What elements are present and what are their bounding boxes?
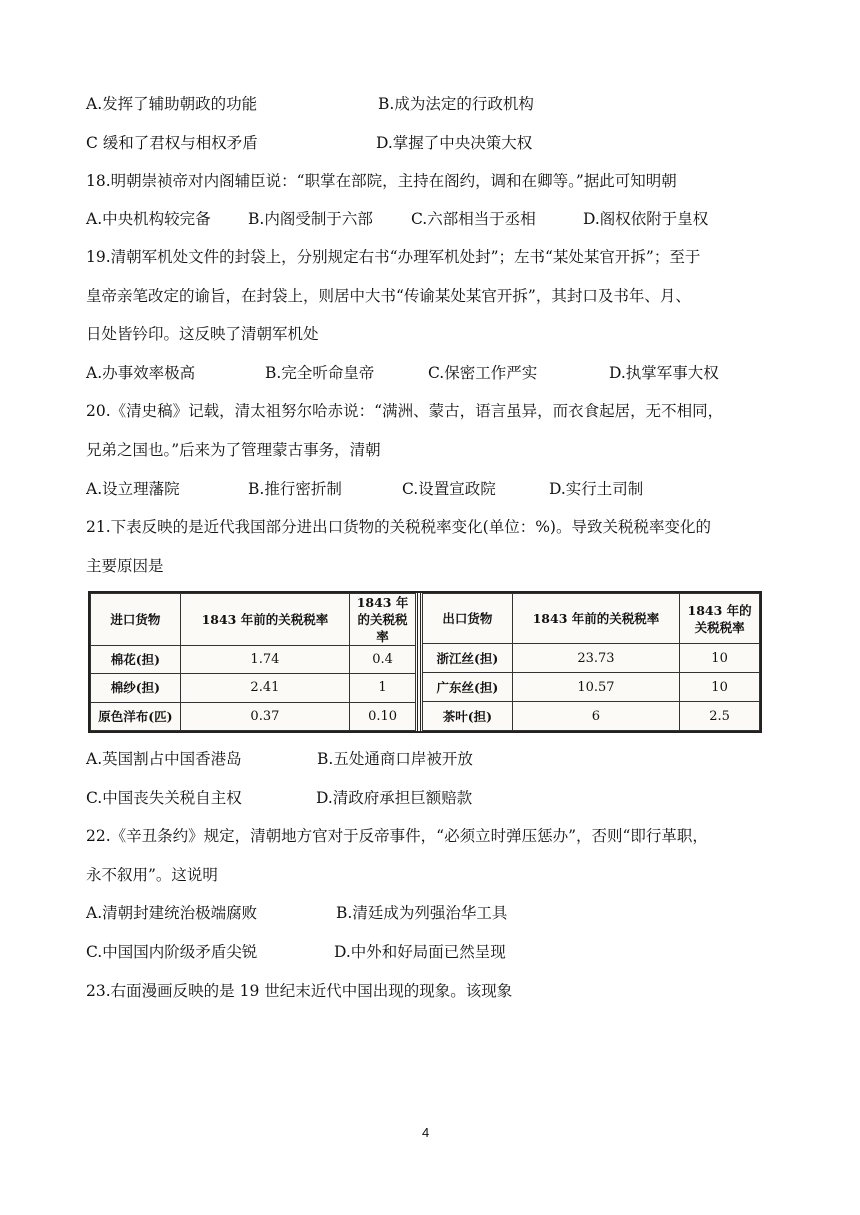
- q18-option-c: C.六部相当于丞相: [411, 210, 536, 228]
- export-header-1843: 1843 年的关税税率: [680, 594, 760, 644]
- export-header-before-1843: 1843 年前的关税税率: [512, 594, 679, 644]
- q19-stem-line-2: 皇帝亲笔改定的谕旨，在封袋上，则居中大书“传谕某处某官开拆”，其封口及书年、月、: [86, 287, 691, 305]
- q21-stem-line-1: 21.下表反映的是近代我国部分进出口货物的关税税率变化(单位：%)。导致关税税率变化的: [86, 518, 711, 536]
- import-rate-1843-cell: 0.4: [350, 646, 416, 674]
- import-goods-cell: 原色洋布(匹): [91, 702, 181, 730]
- q20-option-a: A.设立理藩院: [86, 480, 180, 498]
- export-rate-1843-cell: 10: [680, 673, 760, 702]
- import-header-row: [91, 594, 416, 646]
- q22-option-a: A.清朝封建统治极端腐败: [86, 904, 258, 922]
- q21-option-d: D.清政府承担巨额赔款: [316, 789, 473, 807]
- export-rate-before-cell: 10.57: [512, 673, 679, 702]
- import-rate-before-cell: 2.41: [180, 674, 349, 702]
- import-rate-before-cell: 1.74: [180, 646, 349, 674]
- q20-stem-line-1: 20.《清史稿》记载，清太祖努尔哈赤说：“满洲、蒙古，语言虽异，而衣食起居，无不相同，: [86, 402, 724, 420]
- table-row: [423, 702, 760, 731]
- q18-stem: 18.明朝崇祯帝对内阁辅臣说：“职掌在部院，主持在阁约，调和在卿等。”据此可知明朝: [86, 172, 677, 190]
- table-row: [91, 674, 416, 702]
- page-number: 4: [422, 1125, 430, 1140]
- q19-option-a: A.办事效率极高: [86, 364, 196, 382]
- import-rate-1843-cell: 1: [350, 674, 416, 702]
- q19-stem-line-1: 19.清朝军机处文件的封袋上，分别规定右书“办理军机处封”；左书“某处某官开拆”；至于: [86, 248, 701, 266]
- import-rate-1843-cell: 0.10: [350, 702, 416, 730]
- import-rate-before-cell: 0.37: [180, 702, 349, 730]
- export-rate-1843-cell: 2.5: [680, 702, 760, 731]
- export-goods-cell: 广东丝(担): [423, 673, 513, 702]
- import-table: [90, 593, 416, 731]
- q19-stem-line-3: 日处皆钤印。这反映了清朝军机处: [86, 325, 319, 343]
- import-goods-cell: 棉花(担): [91, 646, 181, 674]
- q19-option-d: D.执掌军事大权: [609, 364, 719, 382]
- q18-option-a: A.中央机构较完备: [86, 210, 211, 228]
- table-row: [423, 673, 760, 702]
- q20-stem-line-2: 兄弟之国也。”后来为了管理蒙古事务，清朝: [86, 441, 381, 459]
- q18-option-b: B.内阁受制于六部: [248, 210, 373, 228]
- q20-option-d: D.实行土司制: [549, 480, 644, 498]
- q21-option-b: B.五处通商口岸被开放: [317, 750, 473, 768]
- export-header-goods: 出口货物: [423, 594, 513, 644]
- q21-option-a: A.英国割占中国香港岛: [86, 750, 242, 768]
- export-rate-1843-cell: 10: [680, 644, 760, 673]
- q20-option-c: C.设置宣政院: [402, 480, 496, 498]
- q21-option-c: C.中国丧失关税自主权: [86, 789, 242, 807]
- export-table: [422, 593, 760, 731]
- q21-stem-line-2: 主要原因是: [86, 557, 164, 575]
- q22-option-d: D.中外和好局面已然呈现: [334, 943, 506, 961]
- table-row: [91, 646, 416, 674]
- import-header-goods: 进口货物: [91, 594, 181, 646]
- q23-stem: 23.右面漫画反映的是 19 世纪末近代中国出现的现象。该现象: [86, 982, 513, 1000]
- q17-option-a: A.发挥了辅助朝政的功能: [86, 95, 258, 113]
- q17-option-c: C 缓和了君权与相权矛盾: [86, 134, 258, 152]
- export-rate-before-cell: 6: [512, 702, 679, 731]
- q18-option-d: D.阁权依附于皇权: [583, 210, 709, 228]
- q22-option-c: C.中国国内阶级矛盾尖锐: [86, 943, 258, 961]
- export-rate-before-cell: 23.73: [512, 644, 679, 673]
- q22-option-b: B.清廷成为列强治华工具: [336, 904, 508, 922]
- q19-option-b: B.完全听命皇帝: [265, 364, 375, 382]
- tariff-table: [88, 591, 762, 733]
- q22-stem-line-1: 22.《辛丑条约》规定，清朝地方官对于反帝事件，“必须立时弹压惩办”，否则“即行革职，: [86, 827, 708, 845]
- q22-stem-line-2: 永不叙用”。这说明: [86, 866, 218, 884]
- export-goods-cell: 浙江丝(担): [423, 644, 513, 673]
- export-header-row: [423, 594, 760, 644]
- q19-option-c: C.保密工作严实: [428, 364, 538, 382]
- table-divider: [417, 593, 421, 731]
- table-row: [91, 702, 416, 730]
- import-header-before-1843: 1843 年前的关税税率: [180, 594, 349, 646]
- q17-option-d: D.掌握了中央决策大权: [376, 134, 533, 152]
- table-row: [423, 644, 760, 673]
- export-goods-cell: 茶叶(担): [423, 702, 513, 731]
- q20-option-b: B.推行密折制: [248, 480, 342, 498]
- q17-option-b: B.成为法定的行政机构: [378, 95, 534, 113]
- import-header-1843: 1843 年的关税税率: [350, 594, 416, 646]
- import-goods-cell: 棉纱(担): [91, 674, 181, 702]
